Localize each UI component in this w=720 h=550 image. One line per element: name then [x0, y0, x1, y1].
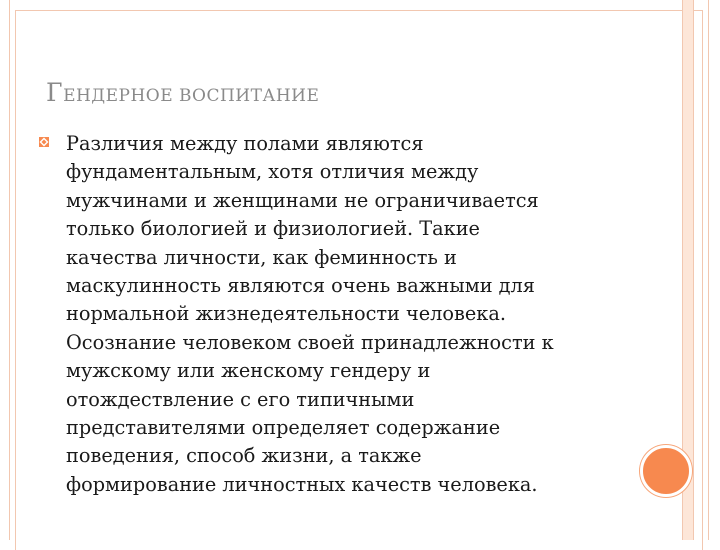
body-line: фундаментальным, хотя отличия между — [66, 160, 479, 184]
body-line: представителями определяет содержание — [66, 416, 501, 440]
body-line: отождествление с его типичными — [66, 387, 415, 411]
slide-body-text — [66, 130, 626, 499]
diamond-bullet-icon — [38, 136, 50, 148]
body-line: качества личности, как феминность и — [66, 245, 457, 269]
body-line: Осознание человеком своей принадлежности к — [66, 330, 554, 354]
body-line: формирование личностных качеств человека. — [66, 472, 538, 496]
slide-title-rest: ЕНДЕРНОЕ ВОСПИТАНИЕ — [63, 86, 320, 106]
body-line: только биологией и физиологией. Такие — [66, 217, 480, 241]
slide-title — [46, 78, 319, 107]
body-line: поведения, способ жизни, а также — [66, 444, 422, 468]
orange-circle-decoration — [640, 445, 692, 497]
body-line: маскулинность являются очень важными для — [66, 274, 535, 298]
body-line: Различия между полами являются — [66, 132, 424, 155]
body-line: мужскому или женскому гендеру и — [66, 359, 431, 383]
body-line: нормальной жизнедеятельности человека. — [66, 302, 506, 326]
slide-title-first: Г — [46, 78, 64, 107]
body-line: мужчинами и женщинами не ограничивается — [66, 188, 539, 212]
